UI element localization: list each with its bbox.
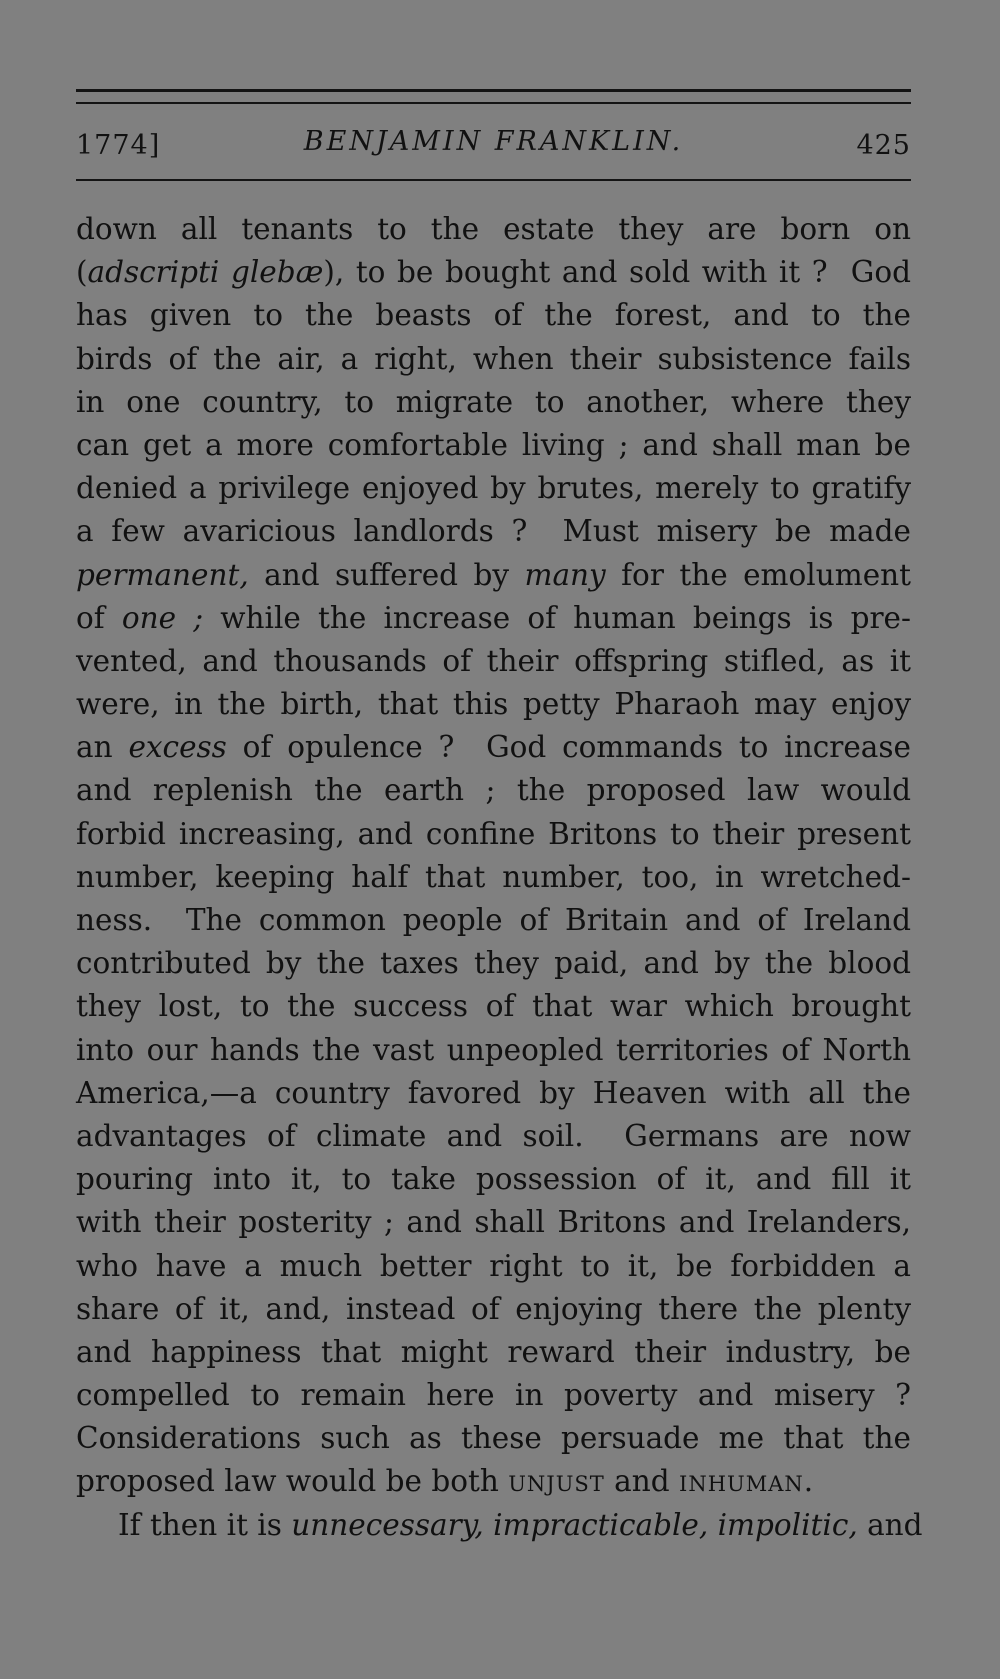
text-line bbox=[76, 942, 911, 985]
body-text bbox=[76, 208, 923, 1547]
text-line bbox=[76, 985, 911, 1028]
text-line bbox=[76, 1288, 911, 1331]
text-line bbox=[76, 1072, 911, 1115]
text-line bbox=[76, 1201, 911, 1244]
text-run: ness. The common people of Britain and of Ireland bbox=[76, 903, 911, 937]
text-run: and replenish the earth ; the proposed law would bbox=[76, 773, 911, 808]
text-run: proposed law would be both bbox=[76, 1464, 509, 1499]
text-line bbox=[76, 1158, 911, 1201]
text-run: can get a more comfortable living ; and shall man be bbox=[76, 427, 911, 462]
text-line bbox=[76, 1417, 911, 1460]
text-run: America,—a country favored by Heaven with all the bbox=[76, 1075, 911, 1110]
text-line bbox=[76, 1331, 911, 1374]
text-run: of opulence ? God commands to increase bbox=[226, 730, 911, 765]
header-rule-second bbox=[76, 102, 911, 104]
text-run: and bbox=[857, 1507, 923, 1542]
text-run: and bbox=[604, 1464, 680, 1499]
text-line bbox=[76, 597, 911, 640]
text-line bbox=[76, 251, 911, 294]
text-run: down all tenants to the estate they are born on bbox=[76, 212, 911, 246]
text-line bbox=[76, 726, 911, 769]
text-run: has given to the beasts of the forest, and to the bbox=[76, 298, 911, 333]
text-run: pouring into it, to take possession of it, and fill it bbox=[76, 1162, 911, 1197]
text-line bbox=[76, 208, 911, 251]
page-number: 425 bbox=[856, 130, 911, 161]
text-line bbox=[76, 813, 911, 856]
small-caps-text: inhuman. bbox=[679, 1464, 815, 1499]
text-line bbox=[76, 467, 911, 510]
text-line bbox=[76, 294, 911, 337]
text-line bbox=[76, 1504, 923, 1547]
italic-text: one ; bbox=[121, 600, 204, 635]
header-rule-bottom bbox=[76, 179, 911, 181]
text-run: Considerations such as these persuade me that the bbox=[76, 1421, 911, 1456]
text-run: number, keeping half that number, too, in wretched- bbox=[76, 859, 911, 894]
text-run: denied a privilege enjoyed by brutes, merely to gratify bbox=[76, 471, 911, 506]
text-line bbox=[76, 510, 911, 553]
text-run: compelled to remain here in poverty and misery ? bbox=[76, 1378, 911, 1413]
running-head bbox=[76, 124, 911, 164]
text-run: contributed by the taxes they paid, and by the blood bbox=[76, 946, 911, 981]
text-run: ), to be bought and sold with it ? God bbox=[323, 255, 912, 290]
text-line bbox=[76, 424, 911, 467]
text-line bbox=[76, 769, 911, 812]
text-line bbox=[76, 381, 911, 424]
text-run: and happiness that might reward their industry, be bbox=[76, 1334, 911, 1369]
italic-text: unnecessary, impracticable, impolitic, bbox=[291, 1507, 858, 1542]
text-line bbox=[76, 1374, 911, 1417]
text-run: advantages of climate and soil. Germans are now bbox=[76, 1118, 911, 1153]
text-run: share of it, and, instead of enjoying there the plenty bbox=[76, 1291, 911, 1326]
italic-text: excess bbox=[128, 730, 227, 765]
text-line bbox=[76, 1029, 911, 1072]
text-run: for the emolument bbox=[605, 557, 912, 592]
text-line bbox=[76, 1245, 911, 1288]
text-run: were, in the birth, that this petty Pharaoh may enjoy bbox=[76, 687, 911, 722]
text-line bbox=[76, 1460, 911, 1503]
text-run: vented, and thousands of their offspring stifled, as it bbox=[76, 643, 911, 678]
text-run: they lost, to the success of that war which brought bbox=[76, 989, 911, 1024]
text-run: an bbox=[76, 730, 129, 765]
text-run: and suffered by bbox=[248, 557, 525, 592]
text-line bbox=[76, 338, 911, 381]
text-line bbox=[76, 856, 911, 899]
text-run: while the increase of human beings is pre- bbox=[203, 600, 911, 635]
text-run: forbid increasing, and confine Britons to their present bbox=[76, 816, 911, 851]
text-run: a few avaricious landlords ? Must misery be made bbox=[76, 514, 911, 549]
header-rule-top bbox=[76, 89, 911, 92]
italic-text: permanent, bbox=[76, 557, 249, 592]
italic-text: adscripti glebæ bbox=[87, 255, 324, 290]
text-run: in one country, to migrate to another, where they bbox=[76, 384, 911, 419]
text-line bbox=[76, 1115, 911, 1158]
text-line bbox=[76, 683, 911, 726]
text-run: who have a much better right to it, be forbidden a bbox=[76, 1248, 911, 1283]
text-run: with their posterity ; and shall Britons and Irelanders, bbox=[76, 1205, 911, 1240]
italic-text: many bbox=[524, 557, 606, 592]
text-run: birds of the air, a right, when their subsistence fails bbox=[76, 341, 911, 376]
text-run: of bbox=[76, 600, 122, 635]
text-run: If then it is bbox=[118, 1507, 292, 1542]
text-run: ( bbox=[76, 255, 88, 290]
running-head-year: 1774] bbox=[76, 130, 161, 161]
running-head-title: BENJAMIN FRANKLIN. bbox=[303, 126, 684, 157]
text-line bbox=[76, 640, 911, 683]
text-line bbox=[76, 554, 911, 597]
small-caps-text: unjust bbox=[508, 1464, 605, 1499]
text-run: into our hands the vast unpeopled territories of North bbox=[76, 1032, 911, 1067]
text-line bbox=[76, 899, 911, 942]
